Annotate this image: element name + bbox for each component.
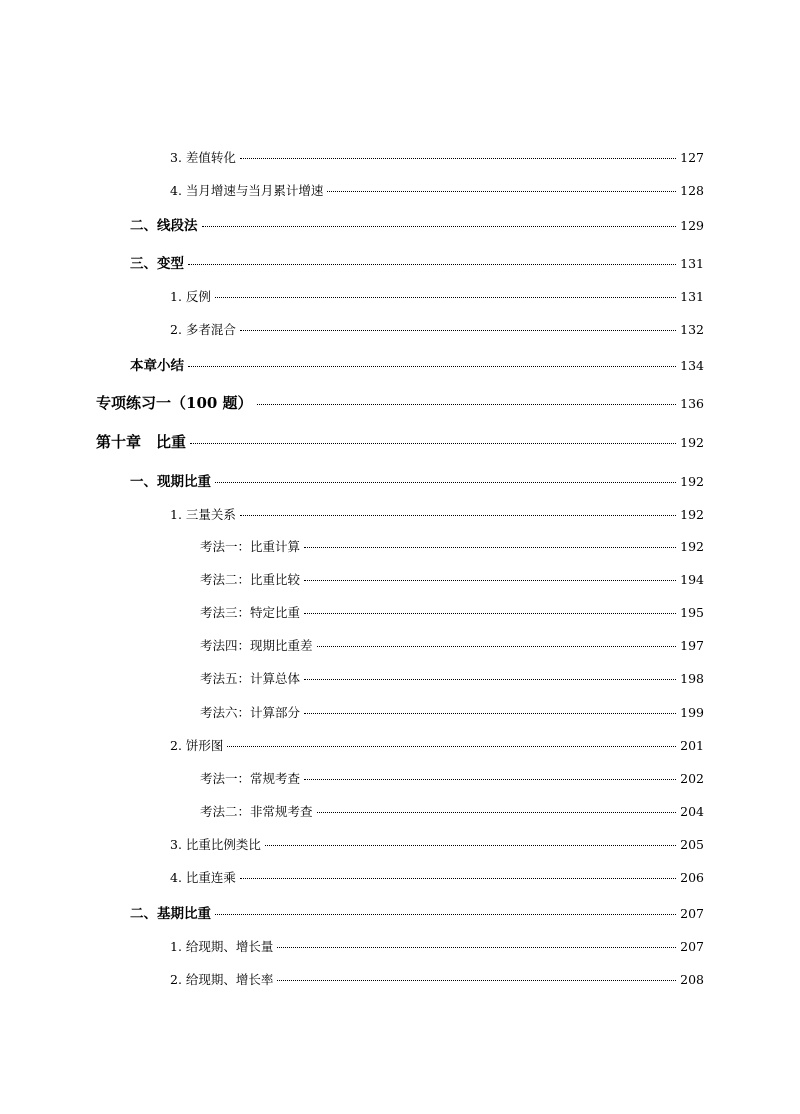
dot-leader (265, 845, 676, 846)
toc-entry-label: 第十章 比重 (96, 433, 187, 451)
toc-entry[interactable] (170, 970, 704, 988)
toc-entry[interactable] (200, 570, 704, 588)
toc-entry-page: 206 (680, 870, 704, 885)
dot-leader (304, 679, 676, 680)
toc-entry[interactable] (200, 669, 704, 687)
toc-entry-page: 128 (680, 183, 704, 198)
toc-entry[interactable] (96, 431, 704, 452)
dot-leader (188, 366, 676, 367)
toc-entry-label: 2. 多者混合 (170, 322, 236, 337)
dot-leader (227, 746, 676, 747)
dot-leader (240, 330, 676, 331)
dot-leader (304, 580, 676, 581)
dot-leader (240, 878, 676, 879)
toc-entry-page: 197 (680, 638, 704, 653)
toc-entry[interactable] (130, 252, 704, 272)
toc-entry-label: 1. 给现期、增长量 (170, 939, 274, 954)
dot-leader (202, 226, 677, 227)
toc-entry-label: 一、现期比重 (130, 474, 211, 490)
toc-entry-page: 208 (680, 972, 704, 987)
toc-entry-page: 207 (680, 939, 704, 954)
toc-entry-label: 3. 差值转化 (170, 150, 236, 165)
toc-entry[interactable] (170, 505, 704, 523)
toc-entry[interactable] (170, 736, 704, 754)
dot-leader (257, 404, 677, 405)
dot-leader (215, 914, 676, 915)
dot-leader (304, 613, 676, 614)
dot-leader (215, 482, 676, 483)
toc-entry-label: 三、变型 (130, 256, 184, 272)
toc-entry-label: 考法四：现期比重差 (200, 638, 313, 653)
toc-entry[interactable] (200, 703, 704, 721)
toc-entry-label: 4. 当月增速与当月累计增速 (170, 183, 324, 198)
toc-entry-label: 2. 饼形图 (170, 738, 224, 753)
toc-entry-label: 考法一：常规考查 (200, 771, 301, 786)
dot-leader (277, 980, 676, 981)
toc-entry-page: 131 (680, 289, 704, 304)
toc-entry-label: 专项练习一（100 题） (96, 394, 253, 412)
toc-entry-label: 考法一：比重计算 (200, 539, 301, 554)
toc-entry[interactable] (170, 320, 704, 338)
toc-entry[interactable] (96, 392, 704, 413)
toc-entry[interactable] (170, 835, 704, 853)
toc-entry[interactable] (200, 636, 704, 654)
toc-entry-page: 202 (680, 771, 704, 786)
dot-leader (240, 158, 676, 159)
toc-entry-label: 4. 比重连乘 (170, 870, 236, 885)
toc-entry-page: 192 (680, 474, 704, 489)
dot-leader (327, 191, 676, 192)
toc-entry[interactable] (170, 937, 704, 955)
dot-leader (188, 264, 676, 265)
toc-entry[interactable] (200, 603, 704, 621)
dot-leader (304, 547, 676, 548)
toc-entry[interactable] (200, 537, 704, 555)
dot-leader (240, 515, 676, 516)
toc-entry-label: 二、线段法 (130, 218, 198, 234)
toc-entry-page: 195 (680, 605, 704, 620)
dot-leader (317, 812, 677, 813)
toc-entry-page: 136 (680, 396, 704, 411)
toc-entry-page: 192 (680, 507, 704, 522)
toc-entry-label: 二、基期比重 (130, 906, 211, 922)
toc-entry-page: 127 (680, 150, 704, 165)
toc-entry-label: 考法五：计算总体 (200, 671, 301, 686)
toc-entry[interactable] (170, 287, 704, 305)
toc-entry-label: 1. 三量关系 (170, 507, 236, 522)
toc-entry[interactable] (200, 769, 704, 787)
toc-entry-label: 1. 反例 (170, 289, 211, 304)
toc-entry-page: 194 (680, 572, 704, 587)
toc-entry-page: 129 (680, 218, 704, 233)
toc-entry[interactable] (130, 902, 704, 922)
toc-entry-page: 204 (680, 804, 704, 819)
toc-entry-page: 198 (680, 671, 704, 686)
toc-entry-page: 207 (680, 906, 704, 921)
toc-entry-label: 本章小结 (130, 358, 184, 374)
toc-entry-page: 205 (680, 837, 704, 852)
toc-entry[interactable] (130, 470, 704, 490)
dot-leader (304, 779, 676, 780)
toc-entry-page: 192 (680, 435, 704, 450)
dot-leader (317, 646, 677, 647)
toc-entry-label: 考法三：特定比重 (200, 605, 301, 620)
toc-entry-label: 考法六：计算部分 (200, 705, 301, 720)
toc-entry[interactable] (130, 354, 704, 374)
toc-entry[interactable] (200, 802, 704, 820)
dot-leader (304, 713, 676, 714)
toc-entry-label: 考法二：比重比较 (200, 572, 301, 587)
toc-entry-page: 201 (680, 738, 704, 753)
dot-leader (190, 443, 676, 444)
toc-entry-page: 199 (680, 705, 704, 720)
toc-entry-label: 考法二：非常规考查 (200, 804, 313, 819)
toc-entry[interactable] (170, 148, 704, 166)
toc-entry-page: 134 (680, 358, 704, 373)
toc-entry[interactable] (170, 181, 704, 199)
dot-leader (277, 947, 676, 948)
toc-entry-label: 3. 比重比例类比 (170, 837, 261, 852)
toc-entry-page: 192 (680, 539, 704, 554)
toc-entry[interactable] (170, 868, 704, 886)
toc-entry-label: 2. 给现期、增长率 (170, 972, 274, 987)
dot-leader (215, 297, 676, 298)
toc-entry-page: 131 (680, 256, 704, 271)
toc-entry[interactable] (130, 214, 704, 234)
toc-entry-page: 132 (680, 322, 704, 337)
